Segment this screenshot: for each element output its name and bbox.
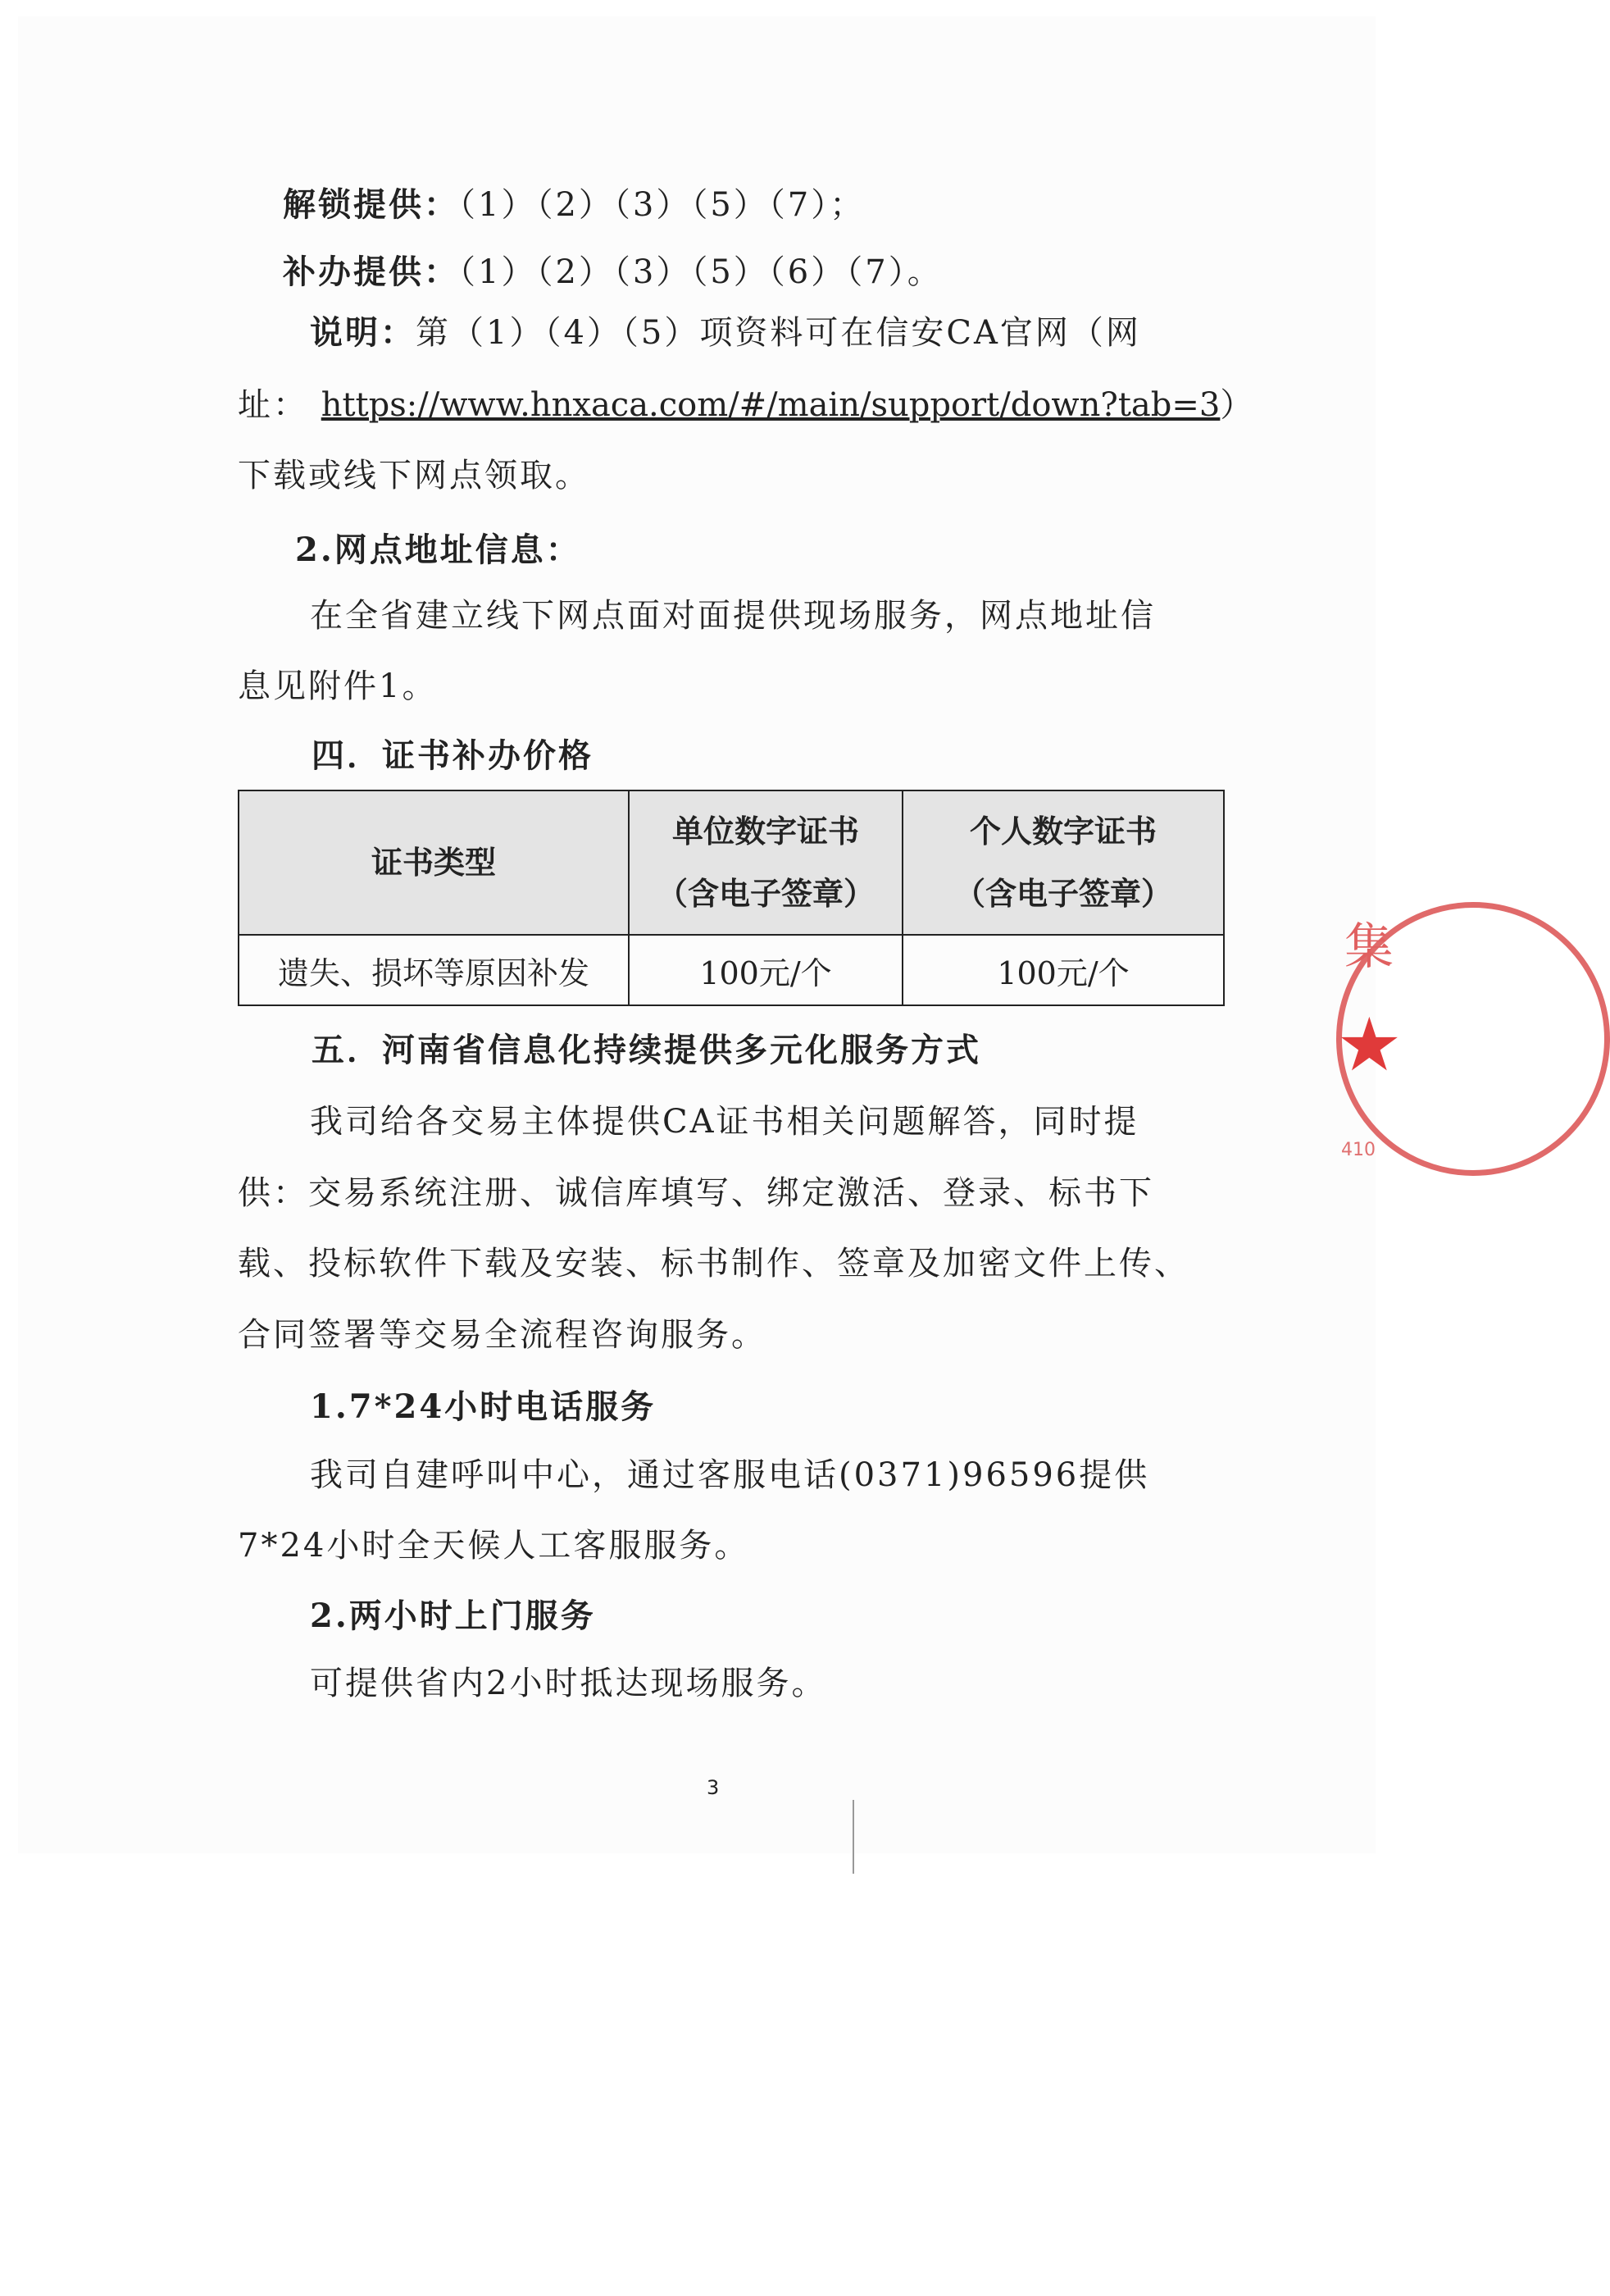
onsite-heading: 2.两小时上门服务: [310, 1597, 596, 1635]
header-unit-cert-line2: （含电子签章）: [656, 875, 875, 912]
row-personal-price: 100元/个: [903, 935, 1224, 1005]
row-unit-price: 100元/个: [629, 935, 903, 1005]
onsite-line-1: 可提供省内2小时抵达现场服务。: [310, 1665, 827, 1702]
section4-heading: 四．证书补办价格: [312, 736, 594, 775]
section5-line-1: 我司给各交易主体提供CA证书相关问题解答，同时提: [310, 1103, 1139, 1141]
reissue-label: 补办提供：: [283, 253, 459, 291]
section5-line-3: 载、投标软件下载及安装、标书制作、签章及加密文件上传、: [238, 1245, 1189, 1282]
unlock-label: 解锁提供：: [283, 185, 459, 224]
outlet-heading: 2.网点地址信息：: [295, 531, 581, 569]
phone-heading: 1.7*24小时电话服务: [310, 1387, 657, 1426]
price-table: [238, 790, 1225, 1006]
page-number: 3: [707, 1776, 720, 1799]
unlock-line: [283, 182, 1234, 228]
star-icon: ★: [1336, 1002, 1403, 1088]
note-label: 说明：: [310, 313, 416, 352]
note-url-prefix: 址：: [238, 386, 308, 424]
note-line-2: [238, 382, 1256, 428]
note-line-1: [310, 310, 1261, 356]
reissue-line: [283, 249, 1234, 295]
reissue-items: （1）（2）（3）（5）（6）（7）。: [459, 253, 943, 291]
header-personal-cert-line2: （含电子签章）: [953, 875, 1172, 912]
download-link[interactable]: https://www.hnxaca.com/#/main/support/down?tab=3: [321, 386, 1221, 424]
note-text-1: 第（1）（4）（5）项资料可在信安CA官网（网: [416, 314, 1141, 352]
scan-artifact-line: [853, 1800, 854, 1874]
note-url-suffix: ）: [1220, 386, 1256, 424]
phone-line-1: 我司自建呼叫中心，通过客服电话(0371)96596提供: [310, 1456, 1150, 1494]
outlet-line-1: 在全省建立线下网点面对面提供现场服务，网点地址信: [310, 597, 1156, 635]
note-line-3: 下载或线下网点领取。: [238, 457, 590, 494]
header-personal-cert: [903, 790, 1224, 935]
section5-heading: 五．河南省信息化持续提供多元化服务方式: [312, 1031, 981, 1069]
phone-line-2: 7*24小时全天候人工客服服务。: [238, 1527, 750, 1565]
row-cert-type: 遗失、损坏等原因补发: [239, 935, 629, 1005]
header-unit-cert-line1: 单位数字证书: [671, 813, 859, 850]
header-cert-type: 证书类型: [239, 790, 629, 935]
section5-line-4: 合同签署等交易全流程咨询服务。: [238, 1316, 766, 1354]
header-personal-cert-line1: 个人数字证书: [969, 813, 1157, 850]
price-table-header-row: [239, 790, 1224, 935]
seal-glyph: 集: [1344, 918, 1394, 976]
header-unit-cert: [629, 790, 903, 935]
unlock-items: （1）（2）（3）（5）（7）；: [459, 186, 866, 224]
section5-line-2: 供：交易系统注册、诚信库填写、绑定激活、登录、标书下: [238, 1174, 1154, 1212]
seal-code: 410: [1341, 1140, 1376, 1160]
outlet-line-2: 息见附件1。: [238, 667, 438, 705]
price-table-row: [239, 935, 1224, 1005]
official-seal: [1320, 902, 1403, 1181]
